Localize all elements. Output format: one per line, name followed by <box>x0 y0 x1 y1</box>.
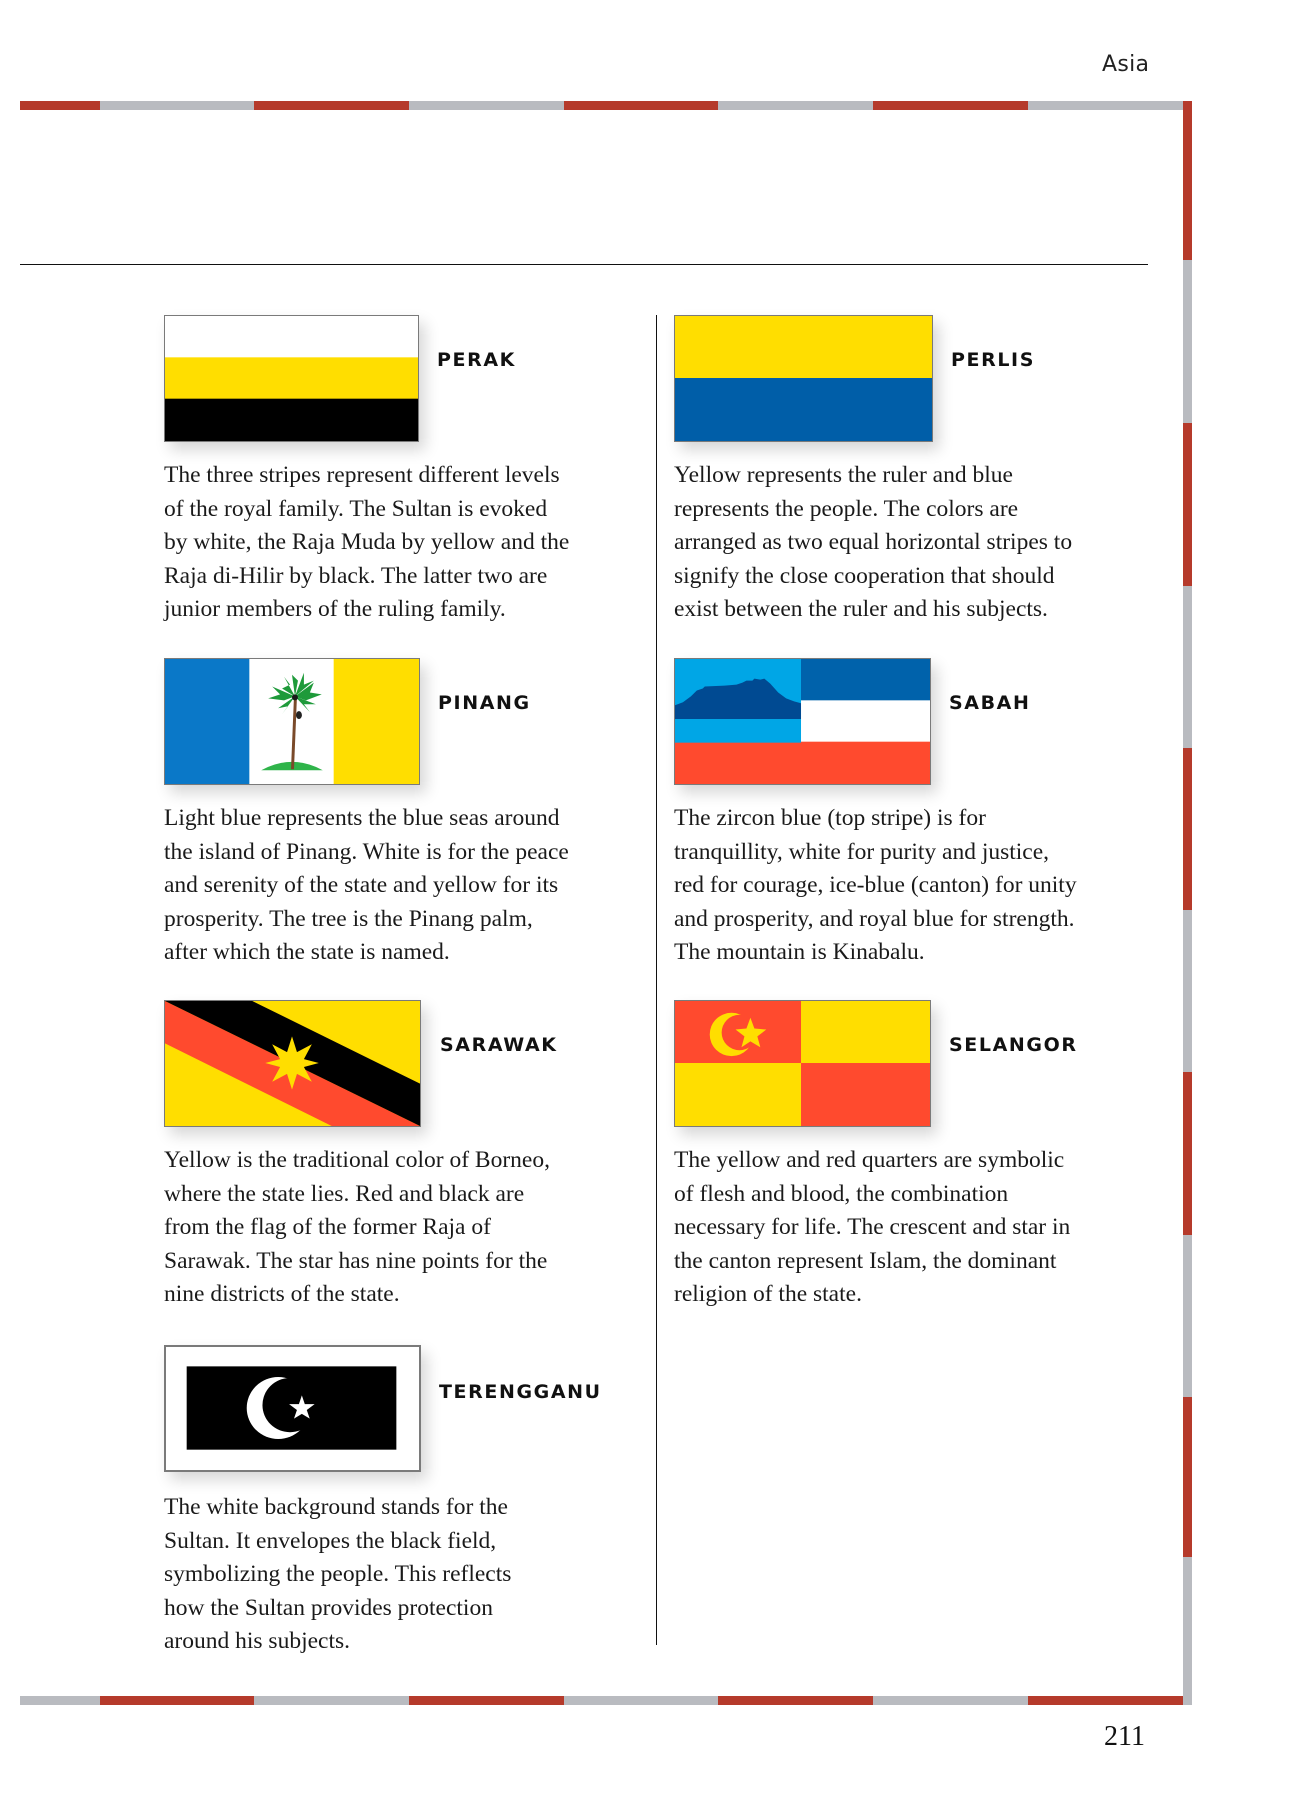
desc-line: symbolizing the people. This reflects <box>164 1561 512 1587</box>
right-frame-bar <box>1183 101 1192 1705</box>
desc-line: how the Sultan provides protection <box>164 1594 493 1621</box>
description-pinang <box>164 802 634 970</box>
desc-line: from the flag of the former Raja of <box>164 1214 491 1240</box>
desc-line: The white background stands for the <box>164 1494 508 1520</box>
desc-line: junior members of the ruling family. <box>164 596 506 622</box>
desc-line: by white, the Raja Muda by yellow and the <box>164 529 570 555</box>
desc-line: The yellow and red quarters are symbolic <box>674 1147 1065 1173</box>
desc-line: The mountain is Kinabalu. <box>674 939 925 965</box>
desc-line: prosperity. The tree is the Pinang palm, <box>164 905 533 932</box>
selangor-flag <box>674 1000 931 1127</box>
desc-line: Light blue represents the blue seas around <box>164 805 560 831</box>
pinang-flag <box>164 658 420 785</box>
desc-line: red for courage, ice-blue (canton) for unity <box>674 872 1077 898</box>
sabah-flag <box>674 658 931 785</box>
desc-line: and serenity of the state and yellow for its <box>164 872 559 898</box>
desc-line: arranged as two equal horizontal stripes to <box>674 529 1073 555</box>
desc-line: The zircon blue (top stripe) is for <box>674 805 986 831</box>
state-name-selangor: SELANGOR <box>949 1034 1078 1056</box>
state-name-sarawak: SARAWAK <box>440 1034 558 1056</box>
desc-line: after which the state is named. <box>164 939 450 965</box>
bottom-frame-bar <box>20 1696 1183 1705</box>
state-name-terengganu: TERENGGANU <box>439 1381 602 1403</box>
desc-line: the island of Pinang. White is for the peace <box>164 838 569 865</box>
desc-line: around his subjects. <box>164 1628 351 1654</box>
desc-line: Sarawak. The star has nine points for the <box>164 1247 548 1274</box>
state-name-pinang: PINANG <box>438 692 531 714</box>
desc-line: the canton represent Islam, the dominant <box>674 1247 1057 1274</box>
sarawak-flag <box>164 1000 421 1127</box>
description-selangor <box>674 1144 1144 1312</box>
desc-line: of the royal family. The Sultan is evoked <box>164 495 548 522</box>
desc-line: nine districts of the state. <box>164 1281 400 1307</box>
desc-line: signify the close cooperation that should <box>674 562 1055 589</box>
header-rule <box>20 264 1148 265</box>
terengganu-flag <box>164 1345 421 1472</box>
desc-line: religion of the state. <box>674 1281 862 1307</box>
section-title: Asia <box>1102 52 1150 77</box>
state-name-perak: PERAK <box>437 349 516 371</box>
desc-line: of flesh and blood, the combination <box>674 1180 1009 1207</box>
perlis-flag <box>674 315 933 442</box>
description-terengganu <box>164 1491 634 1659</box>
desc-line: Yellow is the traditional color of Borneo, <box>164 1147 550 1173</box>
description-sabah <box>674 802 1144 970</box>
perak-flag <box>164 315 419 442</box>
page-number: 211 <box>1104 1721 1145 1752</box>
desc-line: where the state lies. Red and black are <box>164 1180 525 1207</box>
column-divider <box>656 315 657 1645</box>
desc-line: and prosperity, and royal blue for strength. <box>674 905 1075 932</box>
desc-line: represents the people. The colors are <box>674 495 1019 522</box>
state-name-sabah: SABAH <box>949 692 1031 714</box>
description-perlis <box>674 459 1144 627</box>
desc-line: necessary for life. The crescent and star in <box>674 1214 1071 1240</box>
description-sarawak <box>164 1144 634 1312</box>
desc-line: exist between the ruler and his subjects. <box>674 596 1048 622</box>
top-frame-bar <box>20 101 1183 110</box>
desc-line: The three stripes represent different levels <box>164 462 560 488</box>
description-perak <box>164 459 634 627</box>
desc-line: Raja di-Hilir by black. The latter two are <box>164 562 548 589</box>
desc-line: Yellow represents the ruler and blue <box>674 462 1013 488</box>
desc-line: tranquillity, white for purity and justice, <box>674 838 1050 865</box>
state-name-perlis: PERLIS <box>951 349 1035 371</box>
desc-line: Sultan. It envelopes the black field, <box>164 1527 497 1554</box>
